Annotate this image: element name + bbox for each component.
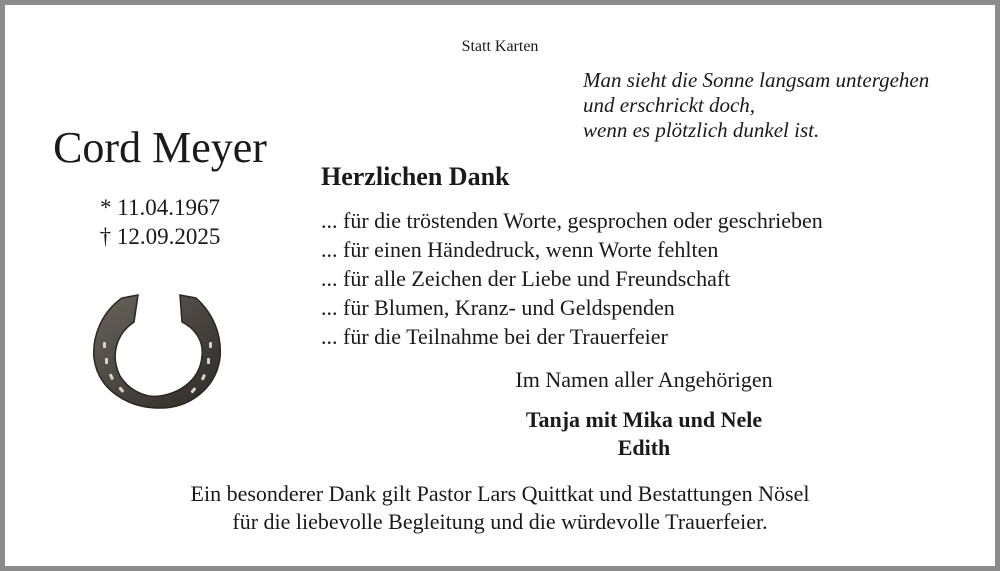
memorial-quote <box>583 68 929 143</box>
special-thanks-line: Ein besonderer Dank gilt Pastor Lars Quittkat und Bestattungen Nösel <box>190 481 810 506</box>
statt-karten-label: Statt Karten <box>461 38 539 55</box>
horseshoe-icon <box>90 292 225 410</box>
family-name-line: Tanja mit Mika und Nele <box>525 407 763 432</box>
life-dates <box>30 193 290 251</box>
thanks-line: ... für alle Zeichen der Liebe und Freundschaft <box>321 266 731 291</box>
thanks-line: ... für Blumen, Kranz- und Geldspenden <box>321 295 675 320</box>
thanks-list <box>321 206 823 351</box>
deceased-name: Cord Meyer <box>53 123 267 172</box>
quote-line: und erschrickt doch, <box>583 93 756 117</box>
thanks-line: ... für die tröstenden Worte, gesprochen oder geschrieben <box>321 208 823 233</box>
thanks-heading: Herzlichen Dank <box>321 162 510 191</box>
special-thanks <box>0 480 1000 536</box>
birth-date: * 11.04.1967 <box>100 195 220 220</box>
thanks-line: ... für einen Händedruck, wenn Worte fehlten <box>321 237 719 262</box>
behalf-line: Im Namen aller Angehörigen <box>515 367 773 392</box>
special-thanks-line: für die liebevolle Begleitung und die würdevolle Trauerfeier. <box>232 509 768 534</box>
death-date: † 12.09.2025 <box>99 224 221 249</box>
quote-line: Man sieht die Sonne langsam untergehen <box>583 68 930 92</box>
thanks-line: ... für die Teilnahme bei der Trauerfeier <box>321 324 668 349</box>
quote-line: wenn es plötzlich dunkel ist. <box>583 118 820 142</box>
family-names <box>320 406 968 462</box>
family-name-line: Edith <box>617 435 671 460</box>
